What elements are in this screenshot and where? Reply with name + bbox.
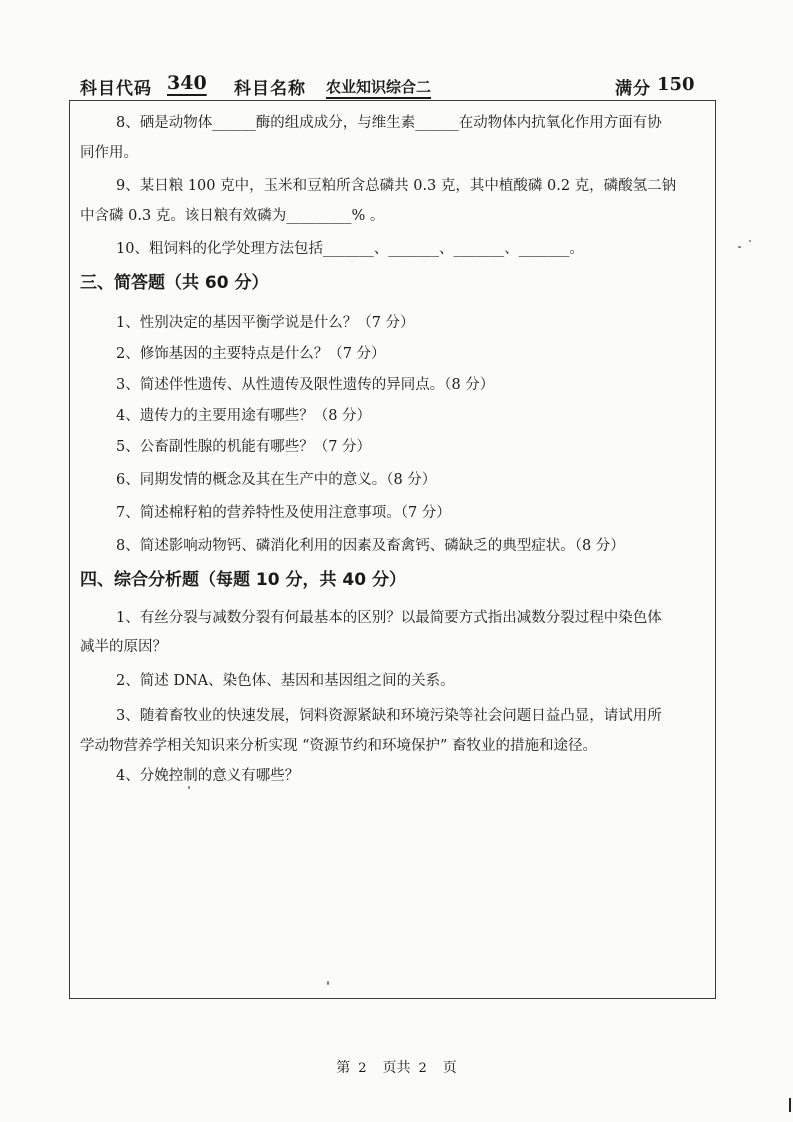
scan-speck	[327, 981, 329, 985]
subject-name-value: 农业知识综合二	[326, 78, 432, 96]
subject-name-label: 科目名称	[234, 79, 306, 99]
analysis-question-1-line-2: 减半的原因？	[80, 639, 167, 655]
fill-question-9-line-2: 中含磷 0.3 克。该日粮有效磷为_________% 。	[80, 208, 385, 224]
section-4-title: 四、综合分析题（每题 10 分，共 40 分）	[80, 570, 406, 590]
full-score-value: 150	[657, 74, 695, 95]
short-question-8: 8、简述影响动物钙、磷消化利用的因素及畜禽钙、磷缺乏的典型症状。（8 分）	[116, 538, 625, 554]
page-number-middle: 页共	[382, 1060, 411, 1076]
exam-header	[0, 70, 793, 102]
short-question-2: 2、修饰基因的主要特点是什么？（7 分）	[116, 346, 386, 362]
short-question-4: 4、遗传力的主要用途有哪些？（8 分）	[116, 408, 372, 424]
full-score-label: 满分	[615, 79, 651, 99]
page-number-prefix: 第	[336, 1060, 351, 1076]
analysis-question-4: 4、分娩控制的意义有哪些？	[116, 768, 300, 784]
short-question-3: 3、简述伴性遗传、从性遗传及限性遗传的异同点。（8 分）	[116, 377, 495, 393]
short-question-5: 5、公畜副性腺的机能有哪些？（7 分）	[116, 439, 372, 455]
short-question-7: 7、简述棉籽粕的营养特性及使用注意事项。（7 分）	[116, 505, 451, 521]
scan-speck	[188, 786, 190, 789]
fill-question-9-line-1: 9、某日粮 100 克中，玉米和豆粕所含总磷共 0.3 克，其中植酸磷 0.2 克，磷酸氢二钠	[116, 178, 677, 194]
page-number-current: 2	[358, 1061, 367, 1076]
scan-speck	[749, 240, 751, 242]
analysis-question-3-line-2: 学动物营养学相关知识来分析实现 “资源节约和环境保护” 畜牧业的措施和途径。	[80, 738, 598, 754]
section-3-title: 三、简答题（共 60 分）	[80, 273, 269, 293]
short-question-1: 1、性别决定的基因平衡学说是什么？（7 分）	[116, 315, 415, 331]
page-number-total: 2	[418, 1061, 427, 1076]
page-number	[0, 1057, 793, 1077]
fill-question-10: 10、粗饲料的化学处理方法包括_______、_______、_______、_______。	[116, 241, 584, 257]
short-question-6: 6、同期发情的概念及其在生产中的意义。（8 分）	[116, 472, 437, 488]
scan-speck	[738, 246, 741, 248]
analysis-question-1-line-1: 1、有丝分裂与减数分裂有何最基本的区别？以最简要方式指出减数分裂过程中染色体	[116, 610, 662, 626]
subject-code-value: 340	[167, 72, 207, 94]
analysis-question-2: 2、简述 DNA、染色体、基因和基因组之间的关系。	[116, 673, 455, 689]
fill-question-8-line-1: 8、硒是动物体______酶的组成成分，与维生素______在动物体内抗氧化作用方面有协	[116, 115, 662, 131]
analysis-question-3-line-1: 3、随着畜牧业的快速发展，饲料资源紧缺和环境污染等社会问题日益凸显，请试用所	[116, 708, 662, 724]
scan-edge-mark	[789, 1098, 791, 1112]
page-number-suffix: 页	[442, 1060, 457, 1076]
subject-code-label: 科目代码	[80, 79, 152, 99]
fill-question-8-line-2: 同作用。	[80, 145, 138, 161]
